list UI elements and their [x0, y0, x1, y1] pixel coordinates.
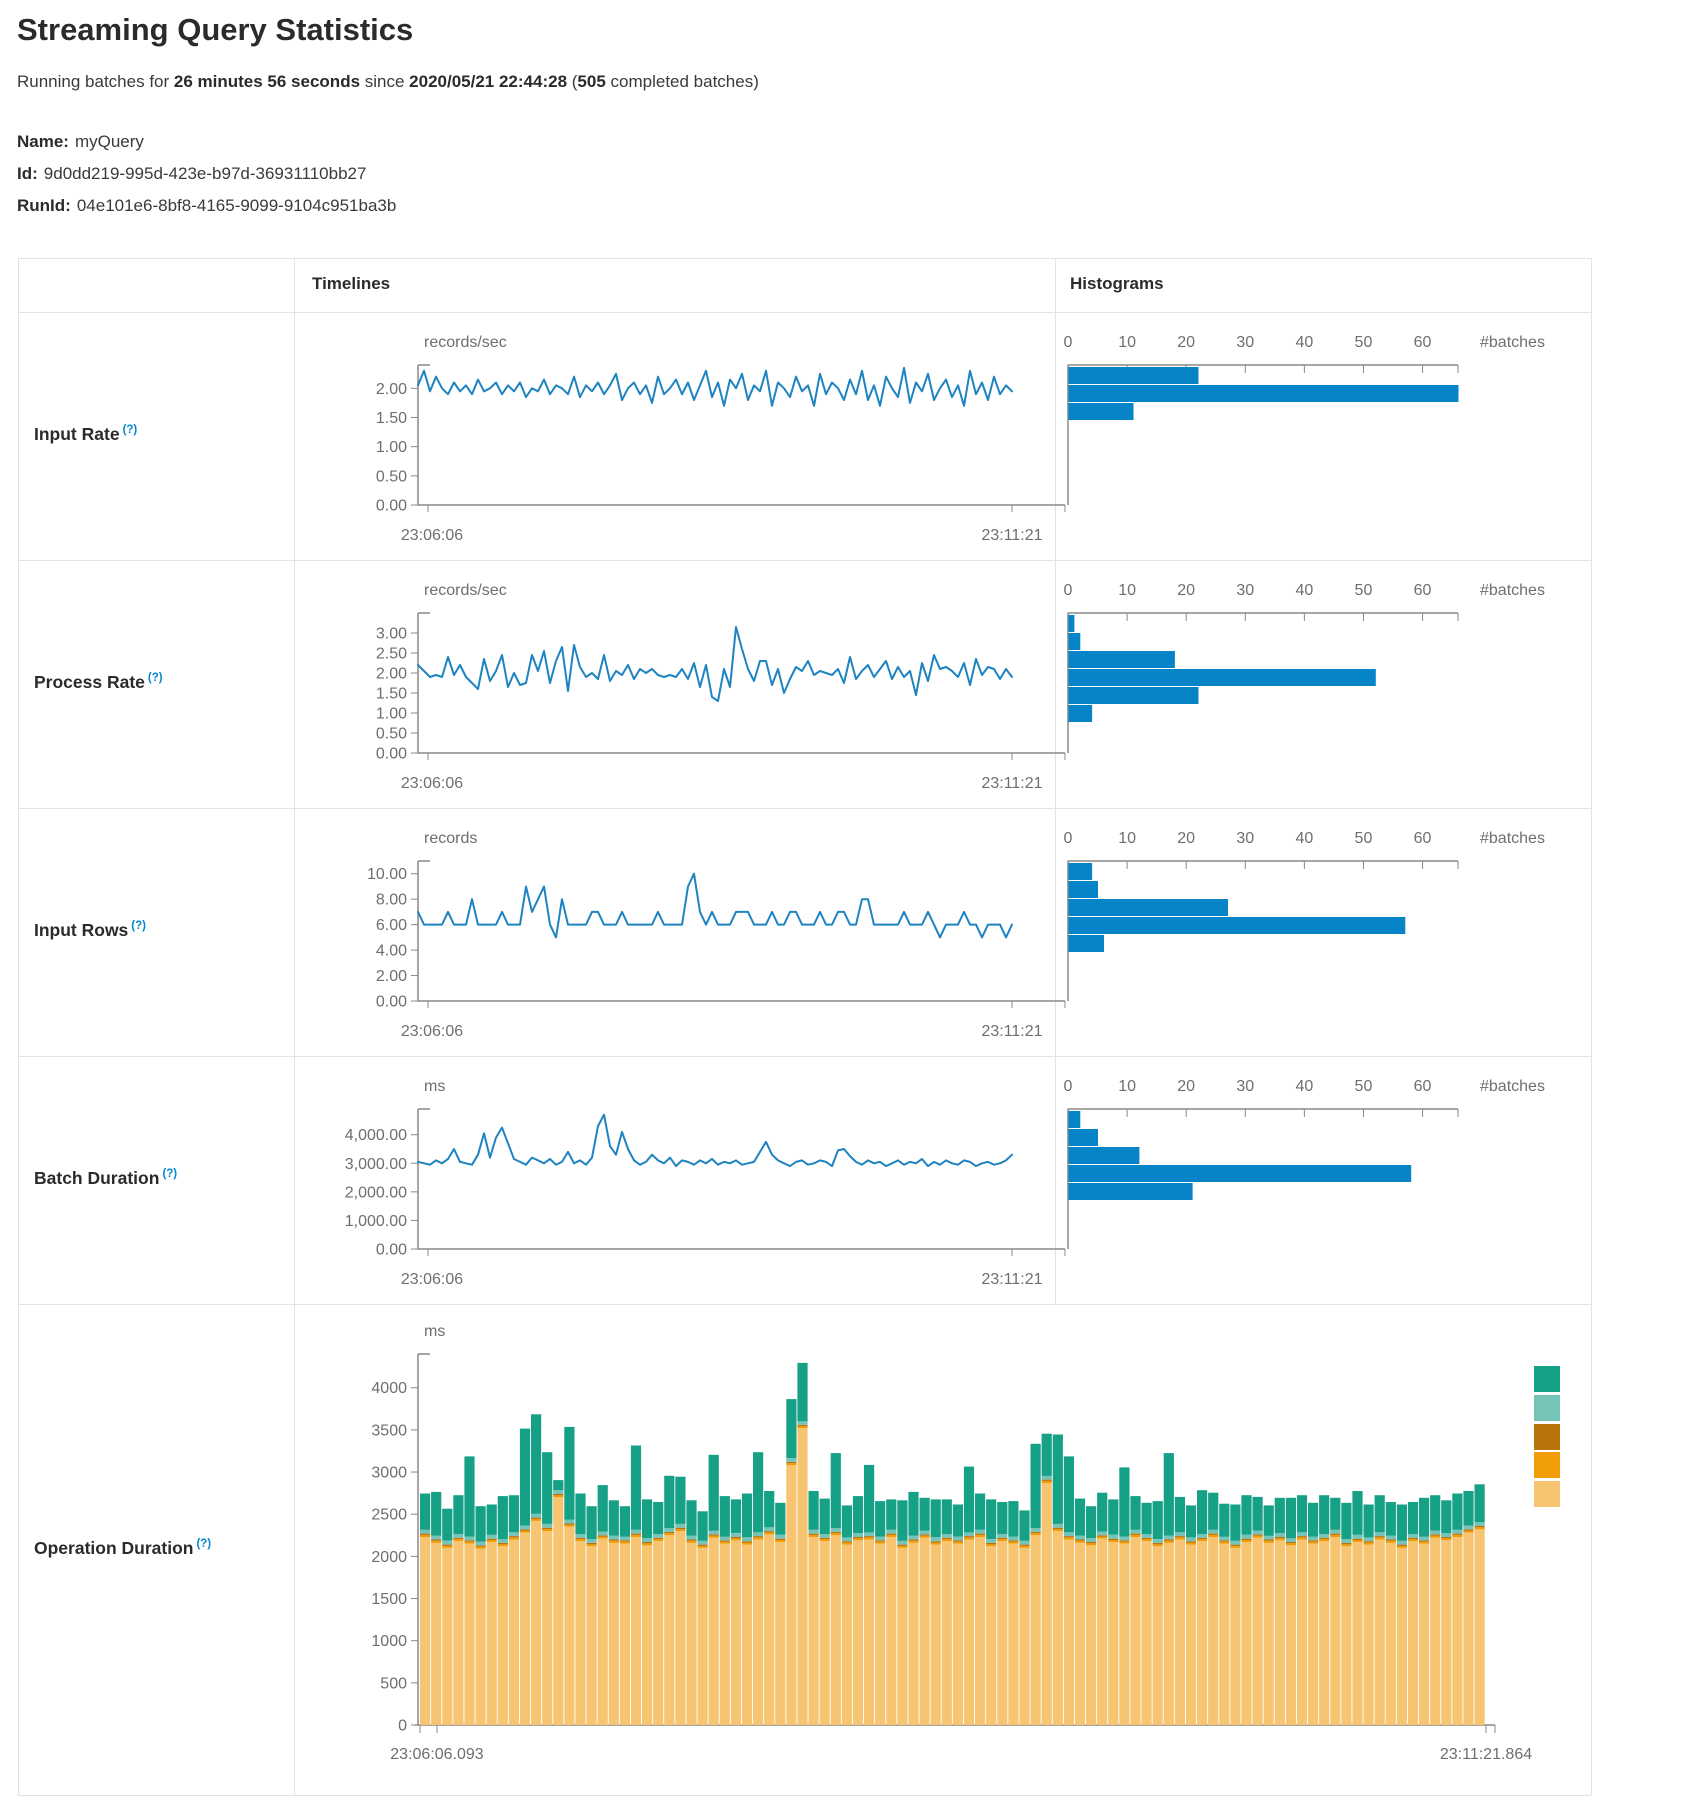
row-label-input-rows	[34, 920, 146, 941]
svg-text:20: 20	[1177, 334, 1196, 351]
svg-text:records/sec: records/sec	[424, 582, 507, 599]
row-divider-3	[18, 1056, 1591, 1057]
svg-text:0.00: 0.00	[375, 993, 407, 1011]
legend-swatch	[1534, 1395, 1560, 1421]
summary-prefix: Running batches for	[17, 72, 174, 91]
svg-text:10: 10	[1118, 830, 1136, 847]
summary-duration: 26 minutes 56 seconds	[173, 72, 361, 91]
svg-text:23:11:21.864: 23:11:21.864	[1439, 1746, 1533, 1763]
legend-swatch	[1534, 1481, 1560, 1507]
svg-text:20: 20	[1177, 1078, 1196, 1095]
svg-text:0: 0	[1063, 1078, 1073, 1095]
svg-text:3000: 3000	[371, 1464, 407, 1482]
table-border-bottom	[18, 1795, 1591, 1796]
svg-text:0: 0	[1063, 582, 1073, 599]
svg-text:10.00: 10.00	[366, 866, 407, 884]
input-rate-histogram-chart	[1060, 322, 1595, 557]
process-rate-help-icon[interactable]: (?)	[147, 672, 163, 685]
svg-text:4000: 4000	[371, 1380, 407, 1398]
svg-text:23:06:06: 23:06:06	[400, 1023, 464, 1040]
operation-duration-stacked-chart	[300, 1314, 1560, 1789]
svg-text:20: 20	[1177, 582, 1196, 599]
svg-text:3,000.00: 3,000.00	[344, 1155, 407, 1173]
svg-text:#batches: #batches	[1480, 830, 1545, 847]
query-id-value: 9d0dd219-995d-423e-b97d-36931110bb27	[43, 164, 367, 183]
row-label-process-rate-text: Process Rate	[34, 672, 145, 692]
svg-text:0: 0	[1063, 830, 1073, 847]
summary-batch-count: 505	[577, 72, 606, 91]
svg-text:1,000.00: 1,000.00	[344, 1212, 407, 1230]
svg-text:0.00: 0.00	[375, 1241, 407, 1259]
row-label-input-rate-text: Input Rate	[34, 424, 120, 444]
svg-text:0.50: 0.50	[375, 725, 407, 743]
row-label-process-rate	[34, 672, 163, 693]
svg-text:10: 10	[1118, 582, 1136, 599]
svg-text:10: 10	[1118, 1078, 1136, 1095]
svg-text:23:11:21: 23:11:21	[981, 1271, 1043, 1288]
input-rate-timeline-chart	[300, 322, 1100, 557]
summary-start-time: 2020/05/21 22:44:28	[409, 72, 568, 91]
row-divider-4	[18, 1304, 1591, 1305]
svg-text:1500: 1500	[371, 1591, 407, 1609]
svg-text:2,000.00: 2,000.00	[344, 1184, 407, 1202]
svg-text:60: 60	[1413, 1078, 1432, 1095]
svg-text:#batches: #batches	[1480, 1078, 1545, 1095]
svg-text:2500: 2500	[371, 1506, 407, 1524]
svg-text:6.00: 6.00	[375, 917, 407, 935]
running-batches-summary	[17, 72, 759, 92]
row-label-operation-duration-text: Operation Duration	[34, 1538, 194, 1558]
svg-text:1000: 1000	[371, 1633, 407, 1651]
timelines-column-header: Timelines	[312, 274, 391, 293]
process-rate-timeline-chart	[300, 570, 1100, 805]
svg-text:4,000.00: 4,000.00	[344, 1127, 407, 1145]
svg-text:0: 0	[1063, 334, 1073, 351]
query-id-label: Id:	[17, 164, 38, 183]
svg-text:23:11:21: 23:11:21	[981, 1023, 1043, 1040]
svg-text:23:06:06: 23:06:06	[400, 527, 464, 544]
header-row-divider	[18, 312, 1591, 313]
svg-text:1.50: 1.50	[375, 410, 407, 427]
svg-text:20: 20	[1177, 830, 1196, 847]
batch-duration-histogram-chart	[1060, 1066, 1595, 1301]
svg-text:#batches: #batches	[1480, 334, 1545, 351]
svg-text:3.00: 3.00	[375, 625, 407, 643]
input-rate-help-icon[interactable]: (?)	[122, 424, 138, 437]
svg-text:40: 40	[1295, 1078, 1314, 1095]
row-label-batch-duration-text: Batch Duration	[34, 1168, 160, 1188]
svg-text:40: 40	[1295, 334, 1314, 351]
query-name-line	[17, 132, 144, 152]
svg-text:30: 30	[1236, 334, 1255, 351]
process-rate-histogram-chart	[1060, 570, 1595, 805]
svg-text:1.00: 1.00	[375, 705, 407, 723]
svg-text:23:06:06: 23:06:06	[400, 775, 464, 792]
svg-text:1.00: 1.00	[375, 439, 407, 457]
svg-text:23:11:21: 23:11:21	[981, 527, 1043, 544]
row-label-input-rate	[34, 424, 137, 445]
svg-text:50: 50	[1354, 334, 1373, 351]
svg-text:2000: 2000	[371, 1548, 407, 1566]
legend-swatch	[1534, 1366, 1560, 1392]
svg-text:40: 40	[1295, 830, 1314, 847]
svg-text:0: 0	[398, 1717, 407, 1735]
input-rows-timeline-chart	[300, 818, 1100, 1053]
svg-text:ms: ms	[424, 1323, 446, 1340]
svg-text:60: 60	[1413, 830, 1432, 847]
operation-duration-help-icon[interactable]: (?)	[196, 1538, 212, 1551]
svg-text:0.00: 0.00	[375, 745, 407, 763]
svg-text:60: 60	[1413, 334, 1432, 351]
svg-text:2.00: 2.00	[375, 968, 407, 986]
summary-paren: (	[567, 72, 578, 91]
query-name-value: myQuery	[74, 132, 144, 151]
row-label-input-rows-text: Input Rows	[34, 920, 129, 940]
input-rows-histogram-chart	[1060, 818, 1595, 1053]
row-divider-1	[18, 560, 1591, 561]
svg-text:60: 60	[1413, 582, 1432, 599]
summary-suffix: completed batches)	[605, 72, 759, 91]
query-runid-label: RunId:	[17, 196, 71, 215]
svg-text:1.50: 1.50	[375, 685, 407, 703]
query-runid-line	[17, 196, 396, 216]
svg-text:2.00: 2.00	[375, 665, 407, 683]
svg-text:23:06:06: 23:06:06	[400, 1271, 464, 1288]
column-divider-labels	[294, 258, 295, 1795]
svg-text:0.00: 0.00	[375, 497, 407, 515]
svg-text:2.00: 2.00	[375, 380, 407, 398]
legend-swatch	[1534, 1452, 1560, 1478]
legend-swatch	[1534, 1424, 1560, 1450]
query-name-label: Name:	[17, 132, 69, 151]
row-label-operation-duration	[34, 1538, 211, 1559]
svg-text:3500: 3500	[371, 1422, 407, 1440]
row-label-batch-duration	[34, 1168, 177, 1189]
svg-text:records: records	[424, 830, 478, 847]
svg-text:10: 10	[1118, 334, 1136, 351]
svg-text:30: 30	[1236, 830, 1255, 847]
svg-text:30: 30	[1236, 1078, 1255, 1095]
table-border-top	[18, 258, 1591, 259]
svg-text:50: 50	[1354, 1078, 1373, 1095]
batch-duration-timeline-chart	[300, 1066, 1100, 1301]
svg-text:30: 30	[1236, 582, 1255, 599]
svg-text:500: 500	[380, 1675, 407, 1693]
svg-text:records/sec: records/sec	[424, 334, 507, 351]
svg-text:2.50: 2.50	[375, 645, 407, 663]
svg-text:#batches: #batches	[1480, 582, 1545, 599]
svg-text:40: 40	[1295, 582, 1314, 599]
histograms-column-header: Histograms	[1070, 274, 1164, 293]
page-title: Streaming Query Statistics	[17, 12, 414, 47]
svg-text:4.00: 4.00	[375, 942, 407, 960]
svg-text:ms: ms	[424, 1078, 446, 1095]
query-id-line	[17, 164, 366, 184]
svg-text:23:06:06.093: 23:06:06.093	[390, 1746, 484, 1763]
table-border-left	[18, 258, 19, 1795]
svg-text:23:11:21: 23:11:21	[981, 775, 1043, 792]
summary-since: since	[360, 72, 410, 91]
query-runid-value: 04e101e6-8bf8-4165-9099-9104c951ba3b	[76, 196, 397, 215]
input-rows-help-icon[interactable]: (?)	[131, 920, 146, 933]
svg-text:50: 50	[1354, 830, 1373, 847]
svg-text:8.00: 8.00	[375, 891, 407, 909]
row-divider-2	[18, 808, 1591, 809]
batch-duration-help-icon[interactable]: (?)	[162, 1168, 178, 1181]
svg-text:0.50: 0.50	[375, 468, 407, 486]
svg-text:50: 50	[1354, 582, 1373, 599]
